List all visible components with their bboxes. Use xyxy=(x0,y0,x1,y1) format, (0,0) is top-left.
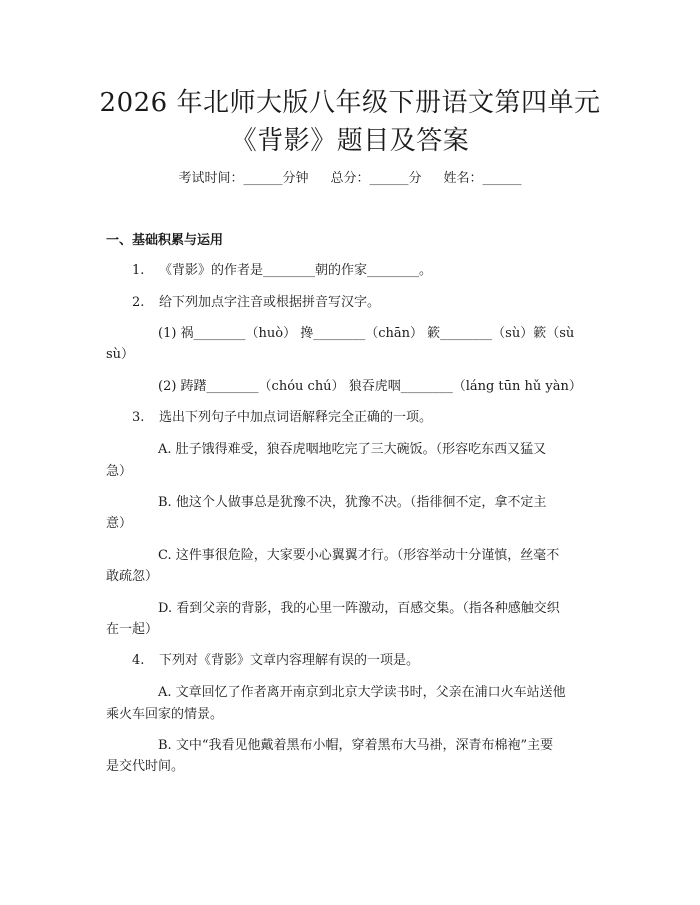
option-b-line-1: B. 文中“我看见他戴着黑布小帽，穿着黑布大马褂，深青布棉袍”主要 xyxy=(158,738,554,753)
question-4 xyxy=(132,652,419,670)
question-1 xyxy=(132,262,432,280)
question-number: 1. xyxy=(132,263,145,278)
section-heading: 一、基础积累与运用 xyxy=(106,233,224,248)
exam-meta xyxy=(0,170,700,188)
option-a-line-1: A. 肚子饿得难受，狼吞虎咽地吃完了三大碗饭。（形容吃东西又猛又 xyxy=(158,442,547,457)
option-b-line-1: B. 他这个人做事总是犹豫不决，犹豫不决。（指徘徊不定，拿不定主 xyxy=(158,495,547,510)
exam-title-line-1: 2026 年北师大版八年级下册语文第四单元 xyxy=(99,88,601,118)
option-b-line-2: 是交代时间。 xyxy=(106,759,185,774)
question-3 xyxy=(132,409,432,427)
exam-name-field: 姓名：______ xyxy=(443,171,522,186)
option-a-line-1: A. 文章回忆了作者离开南京到北京大学读书时，父亲在浦口火车站送他 xyxy=(158,685,566,700)
question-text: 下列对《背影》文章内容理解有误的一项是。 xyxy=(159,653,420,668)
question-2-sub-1-line-2: sù） xyxy=(106,347,135,362)
option-d-line-2: 在一起） xyxy=(106,622,159,637)
option-a-line-2: 乘火车回家的情景。 xyxy=(106,707,224,722)
exam-time-field: 考试时间：______分钟 xyxy=(178,171,309,186)
option-a-line-2: 急） xyxy=(106,464,133,479)
question-number: 2. xyxy=(132,295,145,310)
option-d-line-1: D. 看到父亲的背影，我的心里一阵激动，百感交集。（指各种感触交织 xyxy=(158,601,560,616)
question-2-sub-2: (2) 踌躇________（chóu chú） 狼吞虎咽________（láng tūn hǔ yàn） xyxy=(158,379,582,394)
option-c-line-2: 敢疏忽） xyxy=(106,569,159,584)
question-number: 3. xyxy=(132,410,145,425)
option-b-line-2: 意） xyxy=(106,516,133,531)
exam-score-field: 总分：______分 xyxy=(330,171,422,186)
question-text: 《背影》的作者是________朝的作家________。 xyxy=(159,263,433,278)
question-text: 给下列加点字注音或根据拼音写汉字。 xyxy=(159,295,381,310)
option-c-line-1: C. 这件事很危险，大家要小心翼翼才行。（形容举动十分谨慎，丝毫不 xyxy=(158,548,560,563)
question-text: 选出下列句子中加点词语解释完全正确的一项。 xyxy=(159,410,433,425)
question-2-sub-1-line-1: (1) 祸________（huò） 搀________（chān） 簌________（sù）簌（sù xyxy=(158,326,575,341)
exam-title-line-2: 《背影》题目及答案 xyxy=(230,126,470,156)
question-2 xyxy=(132,294,380,312)
question-number: 4. xyxy=(132,653,145,668)
